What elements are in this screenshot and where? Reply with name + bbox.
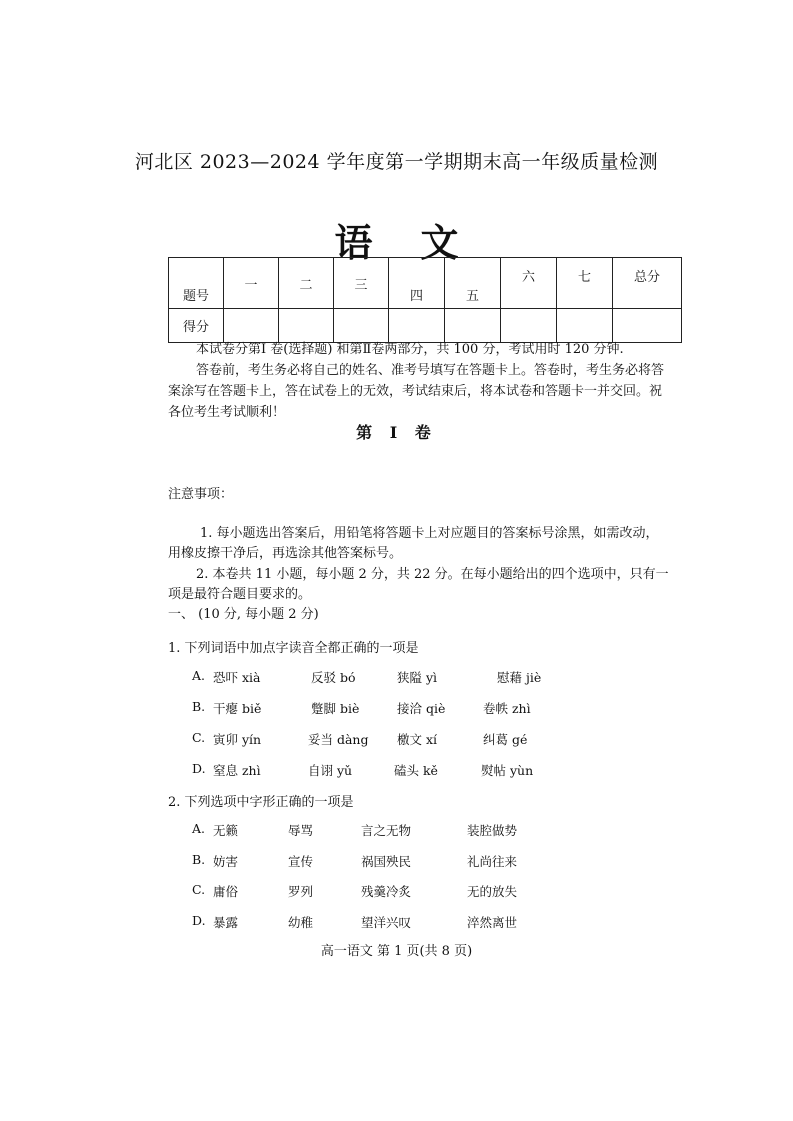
option-label: C. [192,730,206,745]
header-cell-2: 二 [279,258,334,309]
option-label: B. [192,852,206,867]
notes-heading: 注意事项： [168,487,234,502]
option-label: B. [192,699,206,714]
question-2-stem: 2. 下列选项中字形正确的一项是 [168,795,354,810]
header-cell-1: 一 [224,258,279,309]
score-cell-1[interactable] [224,309,279,343]
option-item: 残羹冷炙 [361,884,412,899]
intro-line-3: 案涂写在答题卡上，答在试卷上的无效，考试结束后，将本试卷和答题卡一并交回。祝 [168,384,663,399]
option-item: 窒息 zhì [213,763,261,778]
option-label: C. [192,882,206,897]
option-item: 辱骂 [288,823,314,838]
option-item: 慰藉 jiè [497,670,542,685]
exam-title: 河北区 2023—2024 学年度第一学期期末高一年级质量检测 [134,151,659,173]
option-label: D. [192,913,206,928]
option-item: 礼尚往来 [467,854,518,869]
option-item: 望洋兴叹 [361,915,412,930]
option-item: 反驳 bó [311,670,356,685]
option-item: 接洽 qiè [397,701,446,716]
option-item: 淬然离世 [467,915,518,930]
option-item: 干瘪 biě [213,701,262,716]
option-item: 庸俗 [213,884,239,899]
option-item: 恐吓 xià [213,670,261,685]
header-cell-7: 七 [557,258,613,309]
option-item: 纠葛 gé [483,732,528,747]
option-item: 言之无物 [361,823,412,838]
option-item: 妥当 dàng [308,732,369,747]
note-2-line-1: 2. 本卷共 11 小题，每小题 2 分，共 22 分。在每小题给出的四个选项中，只有一 [196,567,669,582]
option-item: 暴露 [213,915,239,930]
intro-line-2: 答卷前，考生务必将自己的姓名、准考号填写在答题卡上。答卷时，考生务必将答 [196,363,665,378]
option-item: 祸国殃民 [361,854,412,869]
option-item: 蹩脚 biè [311,701,360,716]
header-cell-4: 四 [389,258,445,309]
page-footer: 高一语文 第 1 页(共 8 页) [320,944,473,959]
subject-char-1: 语 [334,220,373,265]
header-cell-5: 五 [445,258,501,309]
option-label: A. [192,821,206,836]
option-item: 幼稚 [288,915,314,930]
header-cell-total: 总分 [613,258,682,309]
score-cell-4[interactable] [389,309,445,343]
option-item: 狭隘 yì [397,670,438,685]
option-item: 罗列 [288,884,314,899]
score-cell-6[interactable] [501,309,557,343]
option-label: D. [192,761,206,776]
part-one-heading: 一、 (10 分, 每小题 2 分) [168,607,319,622]
option-item: 无的放失 [467,884,518,899]
option-item: 卷帙 zhì [483,701,531,716]
option-item: 寅卯 yín [213,732,262,747]
score-cell-5[interactable] [445,309,501,343]
score-cell-2[interactable] [279,309,334,343]
header-cell-3: 三 [334,258,389,309]
intro-line-4: 各位考生考试顺利！ [168,405,286,420]
option-item: 磕头 kě [394,763,438,778]
header-cell-6: 六 [501,258,557,309]
option-item: 熨帖 yùn [481,763,534,778]
note-1-line-1: 1. 每小题选出答案后，用铅笔将答题卡上对应题目的答案标号涂黑，如需改动， [200,526,659,541]
option-item: 无籁 [213,823,239,838]
subject-char-2: 文 [420,220,459,265]
section-title: 第 Ⅰ 卷 [356,423,437,442]
question-1-stem: 1. 下列词语中加点字读音全都正确的一项是 [168,641,419,656]
note-2-line-2: 项是最符合题目要求的。 [168,587,312,602]
score-label-cell: 得分 [169,309,224,343]
score-cell-3[interactable] [334,309,389,343]
score-cell-total[interactable] [613,309,682,343]
option-item: 自诩 yǔ [308,763,353,778]
option-item: 宣传 [288,854,314,869]
note-1-line-2: 用橡皮擦干净后，再选涂其他答案标号。 [168,546,403,561]
header-cell-question: 题号 [169,258,224,309]
score-table-score-row [169,309,682,343]
option-item: 妨害 [213,854,239,869]
score-cell-7[interactable] [557,309,613,343]
intro-line-1: 本试卷分第Ⅰ 卷(选择题) 和第Ⅱ卷两部分，共 100 分，考试用时 120 分钟. [196,342,624,357]
option-item: 檄文 xí [397,732,438,747]
score-table [168,257,682,343]
option-label: A. [192,668,206,683]
option-item: 装腔做势 [467,823,518,838]
score-table-header-row [169,258,682,309]
